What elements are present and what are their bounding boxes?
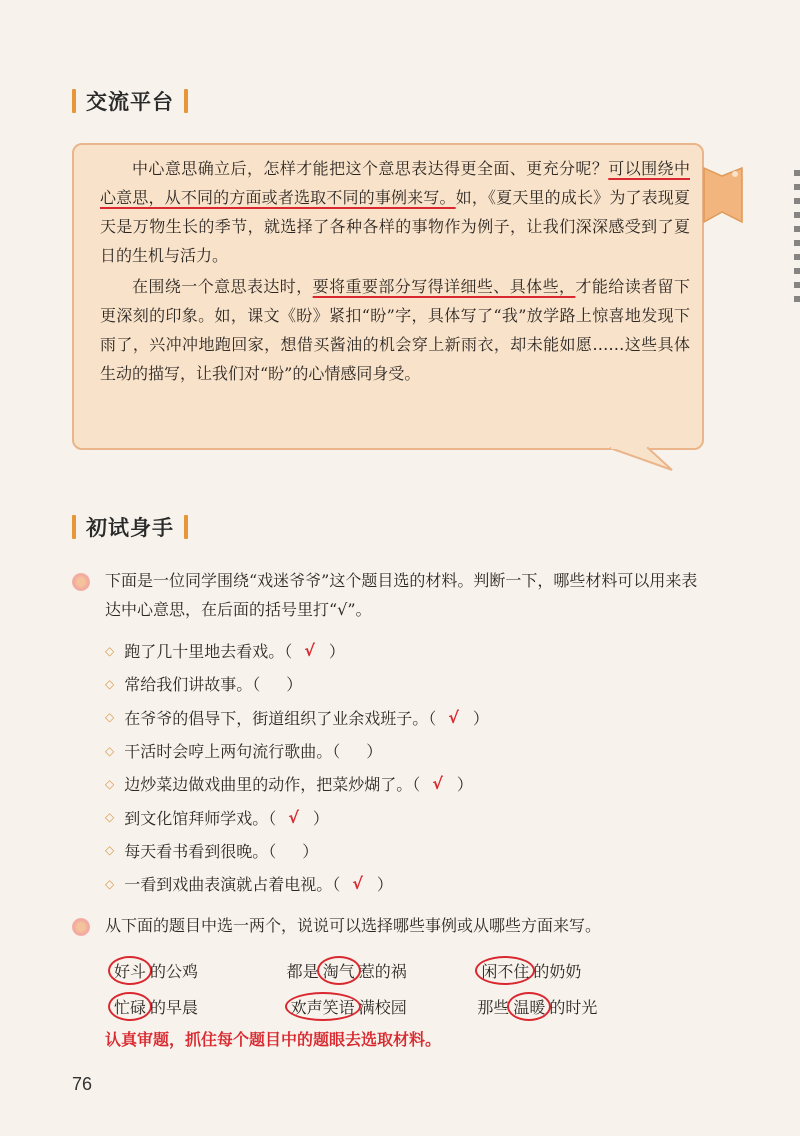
- check-mark: √: [352, 874, 363, 894]
- option-item: [105, 667, 645, 700]
- topic-post: 的时光: [549, 997, 598, 1017]
- option-text: 在爷爷的倡导下，街道组织了业余戏班子。（: [124, 708, 437, 728]
- option-paren: ）: [456, 775, 473, 795]
- section-title-try: [72, 512, 188, 542]
- p1-text-a: 中心意思确立后，怎样才能把这个意思表达得更全面、更充分呢？: [132, 159, 609, 178]
- circled-keyword: 温暖: [507, 992, 551, 1021]
- topic-item: [110, 959, 297, 982]
- option-text: 边炒菜边做戏曲里的动作，把菜炒煳了。（: [124, 775, 421, 795]
- section-title-text: 初试身手: [86, 516, 174, 540]
- section-title-text: 交流平台: [86, 90, 174, 114]
- option-paren: ）: [472, 708, 489, 728]
- topic-post: 的公鸡: [150, 961, 199, 981]
- bubble-text: [100, 154, 690, 388]
- topic-pre: 那些: [477, 997, 510, 1017]
- option-text: 常给我们讲故事。（: [124, 675, 261, 695]
- topic-post: 的早晨: [150, 997, 199, 1017]
- topic-item: [287, 995, 474, 1018]
- topic-post: 的奶奶: [533, 961, 582, 981]
- topic-item: [477, 995, 664, 1018]
- check-mark: √: [288, 807, 299, 827]
- bubble-tail-icon: [610, 448, 672, 470]
- title-bar-right: [184, 515, 188, 539]
- handwritten-note: 认真审题，抓住每个题目中的题眼去选取材料。: [105, 1030, 442, 1049]
- page-edge-marks: [794, 170, 800, 310]
- task1-options: [105, 634, 645, 900]
- diamond-bullet-icon: ◇: [105, 843, 115, 858]
- option-item: [105, 834, 645, 867]
- option-text: 干活时会哼上两句流行歌曲。（: [124, 742, 341, 762]
- diamond-bullet-icon: ◇: [105, 710, 115, 725]
- option-item: [105, 867, 645, 900]
- option-text: 每天看书看到很晚。（: [124, 841, 277, 861]
- diamond-bullet-icon: ◇: [105, 776, 115, 791]
- check-mark: √: [304, 641, 315, 661]
- hanging-tag-icon: [704, 168, 742, 222]
- task-bullet-icon: [72, 918, 90, 936]
- check-mark: √: [432, 774, 443, 794]
- option-item: [105, 701, 645, 734]
- diamond-bullet-icon: ◇: [105, 643, 115, 658]
- topic-item: [287, 959, 474, 982]
- p1-underlined-text: 可以围绕中心意思，从不同的方面或者选取不同的事例来写。: [100, 159, 690, 207]
- topic-item: [110, 995, 297, 1018]
- diamond-bullet-icon: ◇: [105, 743, 115, 758]
- task1-prompt: 下面是一位同学围绕“戏迷爷爷”这个题目选的材料。判断一下，哪些材料可以用来表达中心意思，在后面的括号里打“√”。: [105, 571, 698, 619]
- check-mark: √: [448, 707, 459, 727]
- p2-text-a: 在围绕一个意思表达时，: [132, 277, 313, 296]
- bubble-paragraph-2: [100, 272, 690, 388]
- topic-row: [110, 952, 670, 988]
- title-bar-left: [72, 515, 76, 539]
- task-bullet-icon: [72, 573, 90, 591]
- option-paren: ）: [328, 642, 345, 662]
- circled-keyword: 闲不住: [475, 956, 535, 985]
- topic-post: 惹的祸: [358, 961, 407, 981]
- option-text: 跑了几十里地去看戏。（: [124, 642, 293, 662]
- option-text: 到文化馆拜师学戏。（: [124, 808, 277, 828]
- topic-post: 满校园: [358, 997, 407, 1017]
- option-text: 一看到戏曲表演就占着电视。（: [124, 875, 341, 895]
- topic-item: [477, 959, 664, 982]
- diamond-bullet-icon: ◇: [105, 876, 115, 891]
- p1-text-c: 如，《夏天里的成长》为了表现夏天是万物生长的季节，就选择了各种各样的事物作为例子，让我们深深感受到了夏日的生机与活力。: [100, 188, 690, 265]
- diamond-bullet-icon: ◇: [105, 676, 115, 691]
- circled-keyword: 淘气: [317, 956, 361, 985]
- p2-text-c: 才能给读者留下更深刻的印象。如，课文《盼》紧扣“盼”字，具体写了“我”放学路上惊喜地发现下雨了，兴冲冲地跑回家，想借买酱油的机会穿上新雨衣，却未能如愿……这些具体生动的描写，让我们对“盼”的心情感同身受。: [100, 277, 690, 383]
- option-item: [105, 734, 645, 767]
- option-paren: ）: [302, 841, 319, 861]
- page-number: 76: [72, 1074, 93, 1094]
- option-item: [105, 767, 645, 800]
- diamond-bullet-icon: ◇: [105, 810, 115, 825]
- topic-row: [110, 988, 670, 1024]
- option-item: [105, 634, 645, 667]
- circled-keyword: 好斗: [108, 956, 152, 985]
- option-paren: ）: [366, 742, 383, 762]
- p2-underlined-text: 要将重要部分写得详细些、具体些，: [312, 277, 576, 296]
- task2-prompt: 从下面的题目中选一两个，说说可以选择哪些事例或从哪些方面来写。: [105, 916, 602, 935]
- option-paren: ）: [312, 808, 329, 828]
- circled-keyword: 忙碌: [108, 992, 152, 1021]
- topic-grid: [110, 952, 670, 1024]
- option-paren: ）: [286, 675, 303, 695]
- option-item: [105, 800, 645, 833]
- topic-pre: 都是: [286, 961, 319, 981]
- option-paren: ）: [376, 875, 393, 895]
- circled-keyword: 欢声笑语: [285, 992, 361, 1021]
- bubble-paragraph-1: [100, 154, 690, 270]
